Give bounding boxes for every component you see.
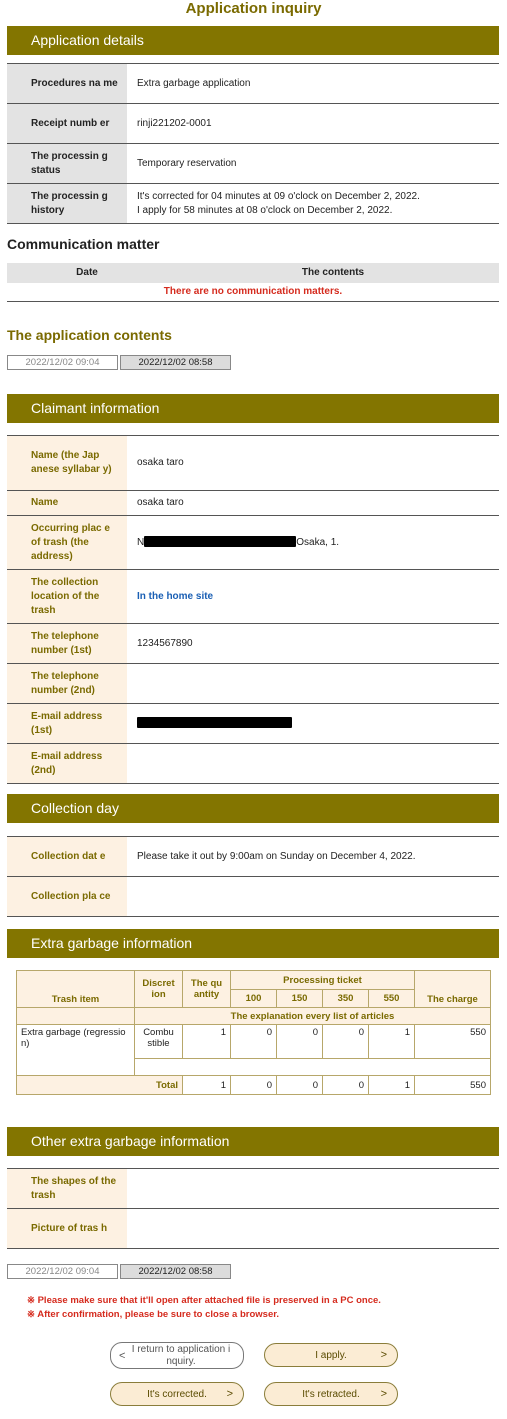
claimant-table <box>7 435 499 784</box>
ticket-150-cell: 0 <box>277 1025 323 1059</box>
other-extra-table <box>7 1168 499 1249</box>
ticket-350-cell: 0 <box>323 1025 369 1059</box>
receipt-number-label: Receipt numb er <box>7 104 127 144</box>
chevron-left-icon: < <box>119 1349 126 1362</box>
explanation-header: The explanation every list of articles <box>135 1008 491 1025</box>
procedures-label: Procedures na me <box>7 64 127 104</box>
processing-history-label: The processin g history <box>7 184 127 224</box>
telephone-1-label: The telephone number (1st) <box>7 624 127 664</box>
corrected-button[interactable] <box>110 1382 244 1406</box>
email-2-value <box>127 744 499 784</box>
trash-item-cell: Extra garbage (regressio n) <box>17 1025 135 1059</box>
comm-empty-message: There are no communication matters. <box>163 286 343 297</box>
extra-garbage-header: Extra garbage information <box>7 929 499 958</box>
collection-day-table <box>7 836 499 917</box>
page-title: Application inquiry <box>185 0 322 17</box>
spacer-row <box>17 1059 491 1076</box>
application-details-header: Application details <box>7 26 499 55</box>
trash-address-value <box>127 516 499 570</box>
table-row <box>17 1025 491 1059</box>
processing-status-label: The processin g status <box>7 144 127 184</box>
total-350: 0 <box>323 1076 369 1095</box>
history-line: I apply for 58 minutes at 08 o'clock on December 2, 2022. <box>137 204 393 216</box>
processing-status-value: Temporary reservation <box>127 144 499 184</box>
return-button-label: I return to application i nquiry. <box>131 1343 231 1367</box>
claimant-information-header: Claimant information <box>7 394 499 423</box>
chevron-right-icon: > <box>226 1388 233 1400</box>
trash-shapes-value <box>127 1169 499 1209</box>
trash-picture-value <box>127 1209 499 1249</box>
discretion-cell: Combu stible <box>135 1025 183 1059</box>
comm-date-header: Date <box>76 267 98 278</box>
procedures-value: Extra garbage application <box>127 64 499 104</box>
discretion-header: Discret ion <box>135 971 183 1008</box>
total-150: 0 <box>277 1076 323 1095</box>
notes <box>27 1294 381 1322</box>
collection-place-label: Collection pla ce <box>7 877 127 917</box>
apply-button-label: I apply. <box>315 1349 347 1361</box>
version-tabs <box>7 355 231 370</box>
comm-contents-header: The contents <box>301 267 365 278</box>
collection-date-value: Please take it out by 9:00am on Sunday on December 4, 2022. <box>127 837 499 877</box>
name-label: Name <box>7 491 127 516</box>
ticket-550-header: 550 <box>369 990 415 1008</box>
retracted-button[interactable] <box>264 1382 398 1406</box>
receipt-number-value: rinji221202-0001 <box>127 104 499 144</box>
other-extra-header: Other extra garbage information <box>7 1127 499 1156</box>
bottom-version-tabs <box>7 1264 231 1279</box>
charge-header: The charge <box>415 971 491 1008</box>
processing-history-value <box>127 184 499 224</box>
trash-shapes-label: The shapes of the trash <box>7 1169 127 1209</box>
ticket-150-header: 150 <box>277 990 323 1008</box>
total-550: 1 <box>369 1076 415 1095</box>
trash-address-label: Occurring plac e of trash (the address) <box>7 516 127 570</box>
trash-item-header: Trash item <box>17 971 135 1008</box>
email-1-label: E-mail address (1st) <box>7 704 127 744</box>
address-suffix: Osaka, 1. <box>296 536 340 548</box>
total-row <box>17 1076 491 1095</box>
trash-item-header-spacer <box>17 1008 135 1025</box>
email-2-label: E-mail address (2nd) <box>7 744 127 784</box>
quantity-header: The qu antity <box>183 971 231 1008</box>
address-prefix: N <box>137 536 145 548</box>
note-line: ※ Please make sure that it'll open after attached file is preserved in a PC once. <box>27 1295 381 1306</box>
note-line: ※ After confirmation, please be sure to close a browser. <box>27 1309 280 1320</box>
return-to-inquiry-button[interactable] <box>110 1342 244 1369</box>
ticket-550-cell: 1 <box>369 1025 415 1059</box>
chevron-right-icon: > <box>380 1388 387 1400</box>
chevron-right-icon: > <box>380 1349 387 1361</box>
processing-ticket-header: Processing ticket <box>231 971 415 990</box>
application-details-table <box>7 63 499 224</box>
tab-version-0904-bottom[interactable]: 2022/12/02 09:04 <box>7 1264 118 1279</box>
kana-name-label: Name (the Jap anese syllabar y) <box>7 436 127 491</box>
collection-location-label: The collection location of the trash <box>7 570 127 624</box>
extra-garbage-table <box>16 970 491 1095</box>
communication-table <box>7 263 499 302</box>
history-line: It's corrected for 04 minutes at 09 o'clock on December 2, 2022. <box>137 190 420 202</box>
apply-button[interactable] <box>264 1343 398 1367</box>
total-label: Total <box>17 1076 183 1095</box>
ticket-350-header: 350 <box>323 990 369 1008</box>
charge-cell: 550 <box>415 1025 491 1059</box>
tab-version-0858[interactable]: 2022/12/02 08:58 <box>120 355 231 370</box>
telephone-1-value: 1234567890 <box>127 624 499 664</box>
ticket-100-header: 100 <box>231 990 277 1008</box>
application-contents-heading: The application contents <box>7 327 172 343</box>
tab-version-0904[interactable]: 2022/12/02 09:04 <box>7 355 118 370</box>
corrected-button-label: It's corrected. <box>147 1388 207 1400</box>
collection-location-value: In the home site <box>127 570 499 624</box>
total-charge: 550 <box>415 1076 491 1095</box>
tab-version-0858-bottom[interactable]: 2022/12/02 08:58 <box>120 1264 231 1279</box>
collection-date-label: Collection dat e <box>7 837 127 877</box>
email-1-value <box>127 704 499 744</box>
telephone-2-value <box>127 664 499 704</box>
redacted-email <box>137 717 292 728</box>
collection-day-header: Collection day <box>7 794 499 823</box>
total-quantity: 1 <box>183 1076 231 1095</box>
ticket-100-cell: 0 <box>231 1025 277 1059</box>
trash-picture-label: Picture of tras h <box>7 1209 127 1249</box>
retracted-button-label: It's retracted. <box>302 1388 360 1400</box>
name-value: osaka taro <box>127 491 499 516</box>
communication-heading: Communication matter <box>7 236 160 252</box>
quantity-cell: 1 <box>183 1025 231 1059</box>
total-100: 0 <box>231 1076 277 1095</box>
kana-name-value: osaka taro <box>127 436 499 491</box>
collection-place-value <box>127 877 499 917</box>
redacted-address <box>144 536 296 547</box>
telephone-2-label: The telephone number (2nd) <box>7 664 127 704</box>
